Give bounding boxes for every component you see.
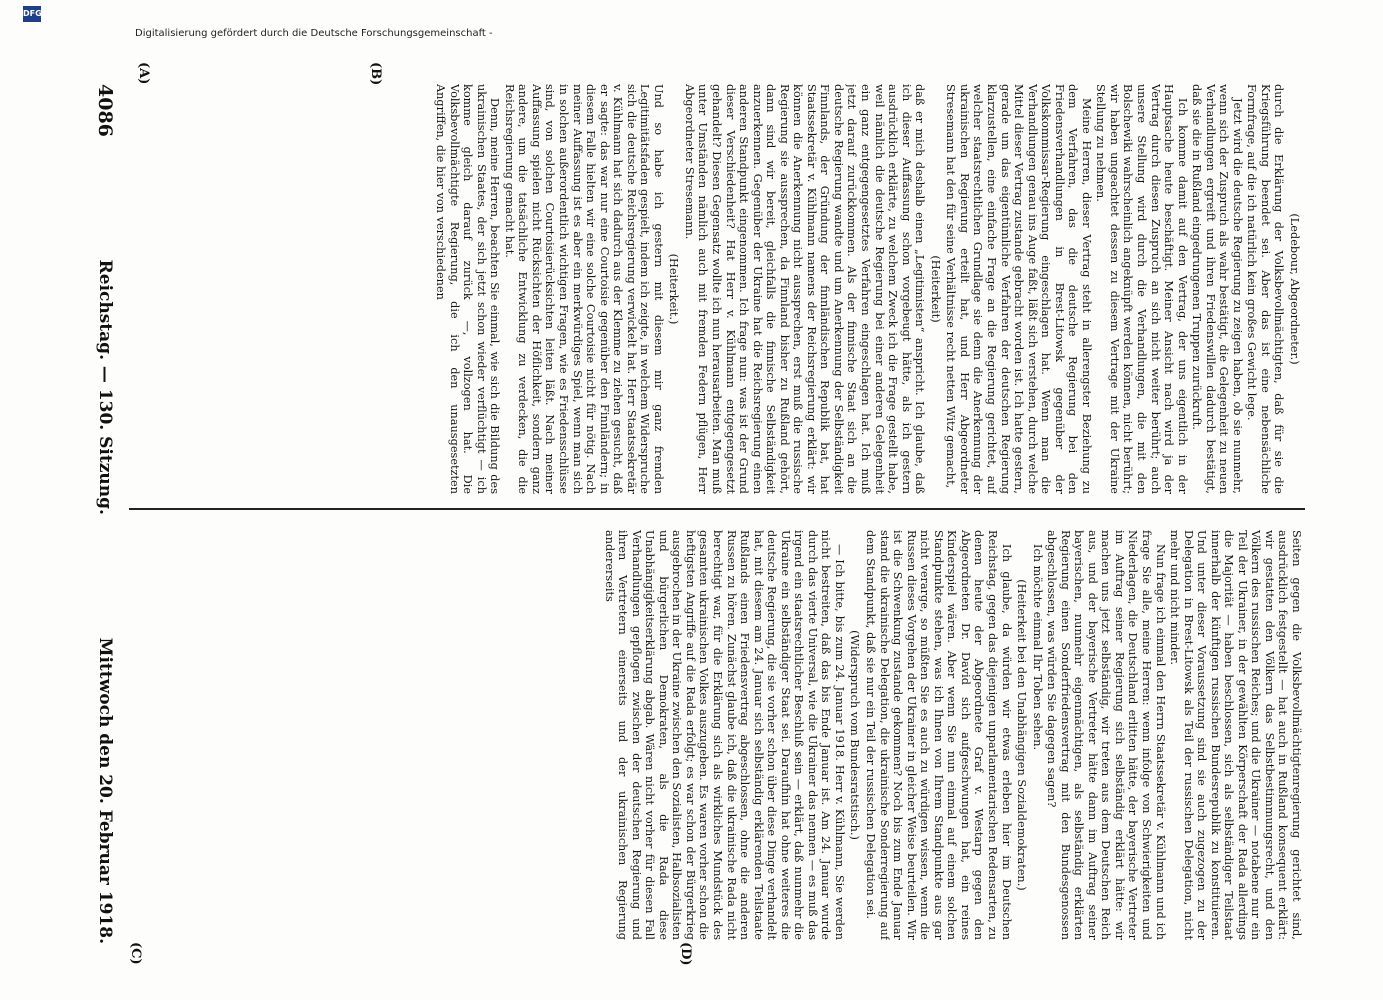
right-text-column: [131, 530, 1303, 940]
interjection: (Heiterkeit.): [667, 253, 681, 325]
interjection: (Heiterkeit bei den Unabhängigen Sozialdemokraten.): [1015, 579, 1029, 891]
paragraph: Ich glaube, da würden wir etwas erleben hier im Deutschen Reichstag, gegen das diejenigen unparlamentarischen Redensarten, zu denen heute der Abgeordnete Graf v. Westarp gegen den Abgeordneten Dr. David sich aufgeschwungen hat, ein reines Kinderspiel wären. Aber wenn Sie nun einmal auf einem solchen Standpunkte stehen, was ich Ihnen von Ihrem Standpunkte aus gar nicht verarge, so müßten Sie es auch zu würdigen wissen, wenn die Russen dieses Vorgehen der Ukrainer in gleicher Weise beurteilen. Wir ist die Schwenkung zustande gekommen? Noch bis zum Ende Januar stand die ukrainische Delegation, die ukrainische Sonderregierung auf dem Standpunkt, daß sie nur ein Teil der russischen Delegation sei.: [864, 530, 1013, 940]
column-divider: [129, 508, 1305, 510]
left-text-column: [131, 84, 1303, 494]
paragraph: Ich komme damit auf den Vertrag, der uns eigentlich in der Hauptsache heute beschäftigt. Meiner Ansicht nach wird ja der Vertrag durch diesen Zuspruch an sich nicht weiter berührt; auch unsere Stellung wird durch die Verhandlungen, die mit den Bolschewiki wahrscheinlich angeknüpft werden können, nicht berührt; wir haben ungeachtet dessen zu diesem Vertrage mit der Ukraine Stellung zu nehmen.: [1094, 84, 1189, 494]
paragraph: daß er mich deshalb einen „Legitimisten“ anspricht. Ich glaube, daß ich dieser Auffassung schon vorgebeugt hätte, als ich gestern ausdrücklich erklärte, zu welchem Zweck ich die Frage gestellt habe, weil nämlich die deutsche Regierung bei einer anderen Gelegenheit ein ganz entgegengesetztes Verfahren eingeschlagen hat. Ich muß jetzt darauf zurückkommen. Als der finnische Staat sich an die deutsche Regierung wandte und um Anerkennung der Selbständigkeit Finnlands, der Gründung der finnländischen Republik bat, hat Staatssekretär v. Kühlmann namens der Reichsregierung erklärt: wir können die Anerkennung nicht aussprechen, erst muß die russische Regierung sie aussprechen, da Finnland bisher zu Rußland gehört, dann sind wir bereit, gleichfalls die finnische Selbständigkeit anzuerkennen. Gegenüber der Ukraine hat die Reichsregierung einen anderen Standpunkt eingenommen. Ich frage nun: was ist der Grund dieser Verschiedenheit? Hat Herr v. Kühlmann entgegengesetzt gehandelt? Diesen Gegensatz wollte ich nun herausarbeiten. Man muß unter Umständen nämlich auch mit fremden Federn pflügen, Herr Abgeordneter Stresemann.: [682, 84, 927, 494]
paragraph: Meine Herren, dieser Vertrag steht in allerengster Beziehung zu dem Verfahren, das die deutsche Regierung bei den Friedensverhandlungen in Brest-Litowsk gegenüber der Volkskommissar-Regierung eingeschlagen hat. Wenn man die Verhandlungen genau ins Auge faßt, läßt sich verstehen, durch welche Mittel dieser Vertrag zustande gebracht worden ist. Ich hatte gestern, gerade um das eigentümliche Verfahren der deutschen Regierung klarzustellen, eine einfache Frage an die Regierung gerichtet, auf welcher staatsrechtlichen Grundlage sie denn die Anerkennung der ukrainischen Regierung erteilt hat, und Herr Abgeordneter Stresemann hat den für seine Verhältnisse recht netten Witz gemacht,: [944, 84, 1093, 494]
interjection: (Heiterkeit): [928, 255, 942, 323]
paragraph: Seiten gegen die Volksbevollmächtigtenregierung gerichtet sind, ausdrücklich festgestellt — hat auch in Rußland konsequent erklärt: wir gestatten den Völkern das Selbstbestimmungsrecht, und den Völkern des russischen Reiches; und die Ukrainer — notabene nur ein Teil der Ukrainer, in der gewählten Körperschaft der Rada allerdings die Majorität — haben beschlossen, sich als selbständiger Teilstaat innerhalb der künftigen russischen Bundesrepublik zu konstituieren. Und unter dieser Voraussetzung sind sie auch zugezogen zu der Delegation in Brest-Litowsk als Teil der russischen Delegation, nicht mehr und nicht minder.: [1168, 530, 1303, 940]
paragraph: Denn, meine Herren, beachten Sie einmal, wie sich die Bildung des ukrainischen Staates, der sich jetzt schon wieder verflüchtigt — ich komme gleich darauf zurück —, vollzogen hat. Die Volksbevollmächtigte Regierung, die ich den unausgesetzten Angriffen, die hier von verschiedenen: [434, 84, 502, 494]
speaker-line: (Ledebour, Abgeordneter.): [1288, 213, 1301, 365]
paragraph: Ich möchte einmal Ihr Toben sehen.: [1030, 544, 1044, 751]
paragraph: — Ich bitte, bis zum 24. Januar 1918. Herr v. Kühlmann, Sie werden nicht bestreiten, daß das bis Ende Januar ist. Am 24. Januar wurde durch das vierte Universal, wie die Ukrainer das nennen — es muß das irgend ein staatsrechtlicher Beschluß sein — erklärt, daß nunmehr die Ukraine ein selbständiger Staat sei. Daraufhin hat ohne weiteres die deutsche Regierung, die sie vorher schon über diese Dinge verhandelt hat, mit diesem am 24. Januar sich selbständig erklärenden Teilstaate Rußlands einen Friedensvertrag abgeschlossen, ohne die anderen Russen zu hören. Zunächst glaube ich, daß die ukrainische Rada nicht berechtigt war, für die Erklärung sich als wirkliches Mundstück des gesamten ukrainischen Volkes auszugeben. Es waren vorher schon die heftigsten Angriffe auf die Rada erfolgt; es war schon der Bürgerkrieg ausgebrochen in der Ukraine zwischen den Sozialisten, Halbsozialisten und bürgerlichen Demokraten, als die Rada diese Unabhängigkeitserklärung abgab. Wären nicht vorher für diesen Fall Verhandlungen gepflogen zwischen der deutschen Regierung und ihren Vertretern einerseits und der ukrainischen Regierung andererseits: [602, 530, 846, 940]
margin-marker-c: (C): [128, 942, 143, 965]
page-number: 4086: [94, 84, 116, 137]
paragraph: durch die Erklärung der Volksbevollmächtigten, daß für sie die Kriegsführung beendet sei. Aber das ist eine nebensächliche Formfrage, auf die ich natürlich kein großes Gewicht lege.: [1245, 84, 1286, 494]
margin-marker-d: (D): [678, 942, 693, 966]
dfg-logo-icon: DFG: [23, 6, 41, 22]
margin-marker-a: (A): [136, 62, 151, 85]
paragraph: Und so habe ich gestern mit diesem mir ganz fremden Legitimitätsfaden gespielt, indem ich zeigte, in welchem Widerspruche sich die deutsche Reichsregierung verwickelt hat. Herr Staatssekretär v. Kühlmann hat sich dadurch aus der Klemme zu ziehen gesucht, daß er sagte: das war nur eine Courtoisie gegenüber den Finnländern; in diesem Falle hielten wir eine solche Courtoisie nicht für nötig. Nach meiner Auffassung ist es aber ein merkwürdiges Spiel, wenn man sich in solchen außerordentlich wichtigen Fragen, wie es Friedensschlüsse sind, von solchen Courtoisierücksichten leiten läßt. Nach meiner Auffassung spielen nicht Rücksichten der Höflichkeit, sondern ganz andere, um die tatsächliche Entwicklung zu verdecken, die die Reichsregierung gemacht hat.: [502, 84, 665, 494]
interjection: (Widerspruch vom Bundesratstisch.): [848, 630, 862, 840]
paragraph: Nun frage ich einmal den Herrn Staatssekretär v. Kühlmann und ich frage Sie alle, meine Herren: wenn infolge von Schwierigkeiten und Niederlagen, die Deutschland erlitten hätte, der bayerische Vertreter im Auftrag seiner Regierung sich selbständig erklärt hätte: wir machen uns jetzt selbständig, wir treten aus dem Deutschen Reich aus, und der bayerische Vertreter hätte dann im Auftrag seiner bayerischen, nunmehr eigenmächtigen, als selbständig erklärten Regierung einen Sonderfriedensvertrag mit den Bundesgenossen abgeschlossen, was würden Sie dagegen sagen?: [1045, 530, 1167, 940]
session-date: Mittwoch den 20. Februar 1918.: [95, 637, 115, 944]
session-title: Reichstag. — 130. Sitzung.: [95, 259, 115, 515]
page-header: [85, 84, 125, 944]
digitization-credit: Digitalisierung gefördert durch die Deutsche Forschungsgemeinschaft -: [135, 28, 493, 39]
paragraph: Jetzt wird die deutsche Regierung zu zeigen haben, ob sie nunmehr, wenn sich der Zuspruch als wahr bestätigt, die Gelegenheit zu neuen Verhandlungen ergreift und ihren Friedenswillen dadurch bestätigt, daß sie die in Rußland eingedrungenen Truppen zurückruft.: [1190, 84, 1244, 494]
margin-marker-b: (B): [368, 62, 383, 86]
